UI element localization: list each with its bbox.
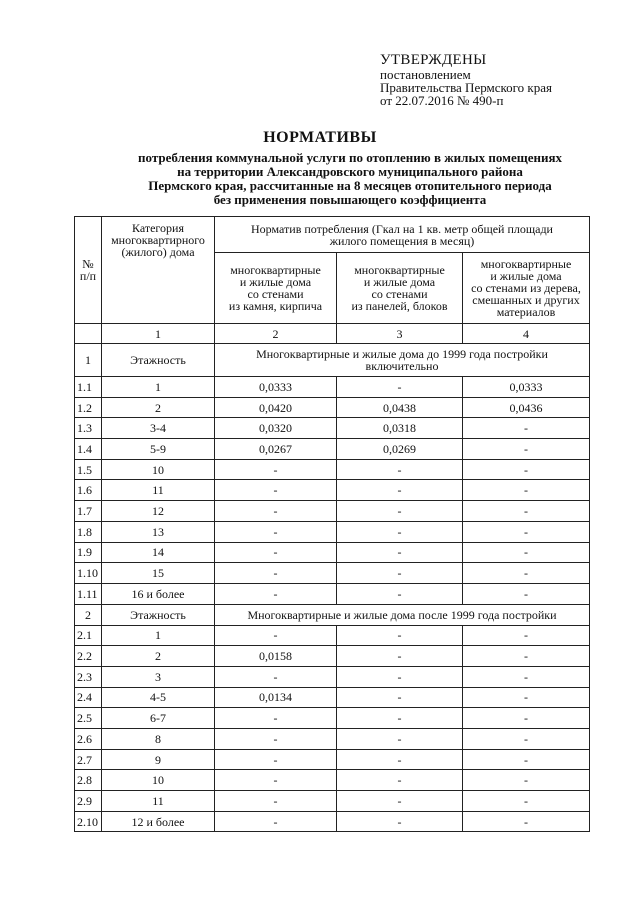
row-value-stone: - bbox=[215, 563, 337, 584]
header-text: Категория bbox=[132, 221, 184, 235]
header-text: многоквартирные bbox=[480, 257, 572, 271]
col-number: 3 bbox=[337, 324, 463, 344]
row-value-stone: - bbox=[215, 729, 337, 750]
table-row bbox=[75, 749, 590, 770]
row-value-panel: - bbox=[337, 687, 463, 708]
header-text: Норматив потребления (Гкал на 1 кв. метр общей площади bbox=[251, 221, 553, 236]
header-text: материалов bbox=[496, 305, 556, 319]
row-floors: 3 bbox=[102, 666, 215, 687]
row-value-stone: - bbox=[215, 770, 337, 791]
header-text: из камня, кирпича bbox=[228, 299, 323, 313]
row-floors: 1 bbox=[102, 625, 215, 646]
table-row bbox=[75, 480, 590, 501]
subtitle-line: Пермского края, рассчитанные на 8 месяцев отопительного периода bbox=[148, 178, 552, 193]
table-row bbox=[75, 583, 590, 604]
row-value-panel: - bbox=[337, 646, 463, 667]
row-value-stone: 0,0420 bbox=[215, 397, 337, 418]
section-number: 2 bbox=[75, 604, 102, 625]
row-value-panel: 0,0438 bbox=[337, 397, 463, 418]
row-floors: 11 bbox=[102, 480, 215, 501]
row-value-stone: - bbox=[215, 521, 337, 542]
header-text: из панелей, блоков bbox=[351, 299, 448, 313]
row-value-stone: - bbox=[215, 583, 337, 604]
approval-line: постановлением bbox=[380, 67, 471, 82]
table-row bbox=[75, 791, 590, 812]
header-text: жилого помещения в месяц) bbox=[329, 233, 475, 248]
row-value-panel: - bbox=[337, 459, 463, 480]
approval-stamp bbox=[380, 52, 552, 107]
table-row bbox=[75, 666, 590, 687]
header-norm bbox=[215, 217, 590, 253]
header-col-panel bbox=[337, 253, 463, 324]
col-number bbox=[75, 324, 102, 344]
row-number: 1.5 bbox=[75, 459, 102, 480]
row-value-panel: - bbox=[337, 749, 463, 770]
section-description bbox=[215, 344, 590, 377]
row-number: 1.9 bbox=[75, 542, 102, 563]
row-value-wood: - bbox=[463, 583, 590, 604]
header-text: (жилого) дома bbox=[121, 245, 195, 259]
header-text: п/п bbox=[79, 269, 97, 283]
row-value-stone: - bbox=[215, 791, 337, 812]
row-number: 2.5 bbox=[75, 708, 102, 729]
row-floors: 13 bbox=[102, 521, 215, 542]
section-text: включительно bbox=[365, 359, 439, 373]
row-floors: 6-7 bbox=[102, 708, 215, 729]
header-text: многоквартирные bbox=[230, 263, 321, 277]
subtitle-line: потребления коммунальной услуги по отоплению в жилых помещениях bbox=[138, 150, 562, 165]
section-description: Многоквартирные и жилые дома после 1999 года постройки bbox=[215, 604, 590, 625]
row-floors: 10 bbox=[102, 770, 215, 791]
section-number: 1 bbox=[75, 344, 102, 377]
row-value-panel: - bbox=[337, 521, 463, 542]
table-row bbox=[75, 625, 590, 646]
header-text: многоквартирного bbox=[111, 233, 205, 247]
row-value-panel: - bbox=[337, 708, 463, 729]
row-number: 1.7 bbox=[75, 501, 102, 522]
section-text: Многоквартирные и жилые дома до 1999 года постройки bbox=[256, 347, 548, 361]
approval-heading: УТВЕРЖДЕНЫ bbox=[380, 52, 487, 68]
row-value-panel: - bbox=[337, 563, 463, 584]
col-number: 1 bbox=[102, 324, 215, 344]
column-numbers-row bbox=[75, 324, 590, 344]
subtitle-line: без применения повышающего коэффициента bbox=[213, 192, 487, 207]
row-number: 1.1 bbox=[75, 377, 102, 398]
row-number: 1.6 bbox=[75, 480, 102, 501]
header-text: и жилые дома bbox=[363, 275, 436, 289]
section-category: Этажность bbox=[102, 604, 215, 625]
table-row bbox=[75, 770, 590, 791]
row-value-panel: - bbox=[337, 542, 463, 563]
row-value-stone: - bbox=[215, 811, 337, 832]
row-value-stone: - bbox=[215, 501, 337, 522]
row-floors: 12 и более bbox=[102, 811, 215, 832]
row-value-wood: - bbox=[463, 791, 590, 812]
header-text: и жилые дома bbox=[239, 275, 312, 289]
header-text: многоквартирные bbox=[354, 263, 445, 277]
row-floors: 14 bbox=[102, 542, 215, 563]
row-value-stone: - bbox=[215, 749, 337, 770]
table-row bbox=[75, 439, 590, 460]
row-value-wood: - bbox=[463, 439, 590, 460]
row-value-wood: - bbox=[463, 687, 590, 708]
row-value-wood: - bbox=[463, 749, 590, 770]
row-value-panel: - bbox=[337, 791, 463, 812]
row-value-wood: - bbox=[463, 542, 590, 563]
header-category bbox=[102, 217, 215, 324]
table-row bbox=[75, 811, 590, 832]
row-value-wood: - bbox=[463, 625, 590, 646]
row-value-panel: - bbox=[337, 480, 463, 501]
header-number bbox=[75, 217, 102, 324]
row-floors: 4-5 bbox=[102, 687, 215, 708]
row-number: 1.10 bbox=[75, 563, 102, 584]
header-text: со стенами bbox=[371, 287, 428, 301]
row-value-panel: - bbox=[337, 625, 463, 646]
subtitle-line: на территории Александровского муниципального района bbox=[177, 164, 523, 179]
table-row bbox=[75, 646, 590, 667]
norms-table bbox=[74, 216, 590, 832]
header-text: со стенами bbox=[247, 287, 304, 301]
row-value-wood: - bbox=[463, 501, 590, 522]
row-value-stone: 0,0320 bbox=[215, 418, 337, 439]
row-number: 2.9 bbox=[75, 791, 102, 812]
row-value-wood: - bbox=[463, 729, 590, 750]
table-row bbox=[75, 708, 590, 729]
row-value-stone: 0,0134 bbox=[215, 687, 337, 708]
row-value-stone: - bbox=[215, 625, 337, 646]
row-value-panel: - bbox=[337, 666, 463, 687]
header-col-stone bbox=[215, 253, 337, 324]
approval-line: от 22.07.2016 № 490-п bbox=[380, 93, 504, 108]
row-number: 2.1 bbox=[75, 625, 102, 646]
table-row bbox=[75, 501, 590, 522]
row-floors: 3-4 bbox=[102, 418, 215, 439]
header-col-wood bbox=[463, 253, 590, 324]
row-number: 2.2 bbox=[75, 646, 102, 667]
document-subtitle bbox=[70, 151, 630, 207]
row-value-wood: - bbox=[463, 708, 590, 729]
header-text: № bbox=[82, 257, 94, 271]
row-number: 1.11 bbox=[75, 583, 102, 604]
document-title: НОРМАТИВЫ bbox=[263, 129, 377, 146]
row-value-panel: - bbox=[337, 377, 463, 398]
row-value-stone: - bbox=[215, 480, 337, 501]
row-value-panel: - bbox=[337, 583, 463, 604]
col-number: 4 bbox=[463, 324, 590, 344]
header-text: и жилые дома bbox=[490, 269, 562, 283]
table-row bbox=[75, 729, 590, 750]
row-floors: 10 bbox=[102, 459, 215, 480]
header-text: смешанных и других bbox=[472, 293, 580, 307]
row-value-stone: - bbox=[215, 666, 337, 687]
row-number: 2.4 bbox=[75, 687, 102, 708]
row-value-wood: - bbox=[463, 811, 590, 832]
row-value-wood: - bbox=[463, 770, 590, 791]
row-value-wood: - bbox=[463, 521, 590, 542]
row-value-panel: - bbox=[337, 811, 463, 832]
row-value-stone: 0,0333 bbox=[215, 377, 337, 398]
section-category: Этажность bbox=[102, 344, 215, 377]
row-number: 1.3 bbox=[75, 418, 102, 439]
row-value-wood: - bbox=[463, 563, 590, 584]
row-number: 1.2 bbox=[75, 397, 102, 418]
table-row bbox=[75, 418, 590, 439]
table-row bbox=[75, 521, 590, 542]
table-row bbox=[75, 563, 590, 584]
col-number: 2 bbox=[215, 324, 337, 344]
table-row bbox=[75, 687, 590, 708]
table-row bbox=[75, 459, 590, 480]
row-floors: 9 bbox=[102, 749, 215, 770]
row-number: 1.8 bbox=[75, 521, 102, 542]
row-floors: 16 и более bbox=[102, 583, 215, 604]
row-value-stone: 0,0267 bbox=[215, 439, 337, 460]
row-value-wood: 0,0436 bbox=[463, 397, 590, 418]
row-number: 1.4 bbox=[75, 439, 102, 460]
row-number: 2.8 bbox=[75, 770, 102, 791]
table-row bbox=[75, 377, 590, 398]
row-value-panel: 0,0269 bbox=[337, 439, 463, 460]
row-value-wood: - bbox=[463, 480, 590, 501]
row-floors: 1 bbox=[102, 377, 215, 398]
row-value-panel: - bbox=[337, 729, 463, 750]
row-number: 2.3 bbox=[75, 666, 102, 687]
row-value-panel: - bbox=[337, 501, 463, 522]
row-number: 2.10 bbox=[75, 811, 102, 832]
row-value-wood: - bbox=[463, 459, 590, 480]
row-value-wood: 0,0333 bbox=[463, 377, 590, 398]
row-floors: 5-9 bbox=[102, 439, 215, 460]
row-value-stone: 0,0158 bbox=[215, 646, 337, 667]
row-value-stone: - bbox=[215, 459, 337, 480]
row-value-wood: - bbox=[463, 646, 590, 667]
header-row bbox=[75, 217, 590, 253]
row-floors: 12 bbox=[102, 501, 215, 522]
row-number: 2.6 bbox=[75, 729, 102, 750]
row-floors: 2 bbox=[102, 646, 215, 667]
row-value-panel: 0,0318 bbox=[337, 418, 463, 439]
header-text: со стенами из дерева, bbox=[471, 281, 581, 295]
approval-line: Правительства Пермского края bbox=[380, 80, 552, 95]
row-floors: 15 bbox=[102, 563, 215, 584]
row-number: 2.7 bbox=[75, 749, 102, 770]
row-floors: 8 bbox=[102, 729, 215, 750]
table-row bbox=[75, 397, 590, 418]
row-value-panel: - bbox=[337, 770, 463, 791]
row-value-wood: - bbox=[463, 666, 590, 687]
table-row bbox=[75, 542, 590, 563]
section-row bbox=[75, 604, 590, 625]
row-floors: 2 bbox=[102, 397, 215, 418]
row-value-stone: - bbox=[215, 708, 337, 729]
row-floors: 11 bbox=[102, 791, 215, 812]
section-row bbox=[75, 344, 590, 377]
row-value-wood: - bbox=[463, 418, 590, 439]
row-value-stone: - bbox=[215, 542, 337, 563]
